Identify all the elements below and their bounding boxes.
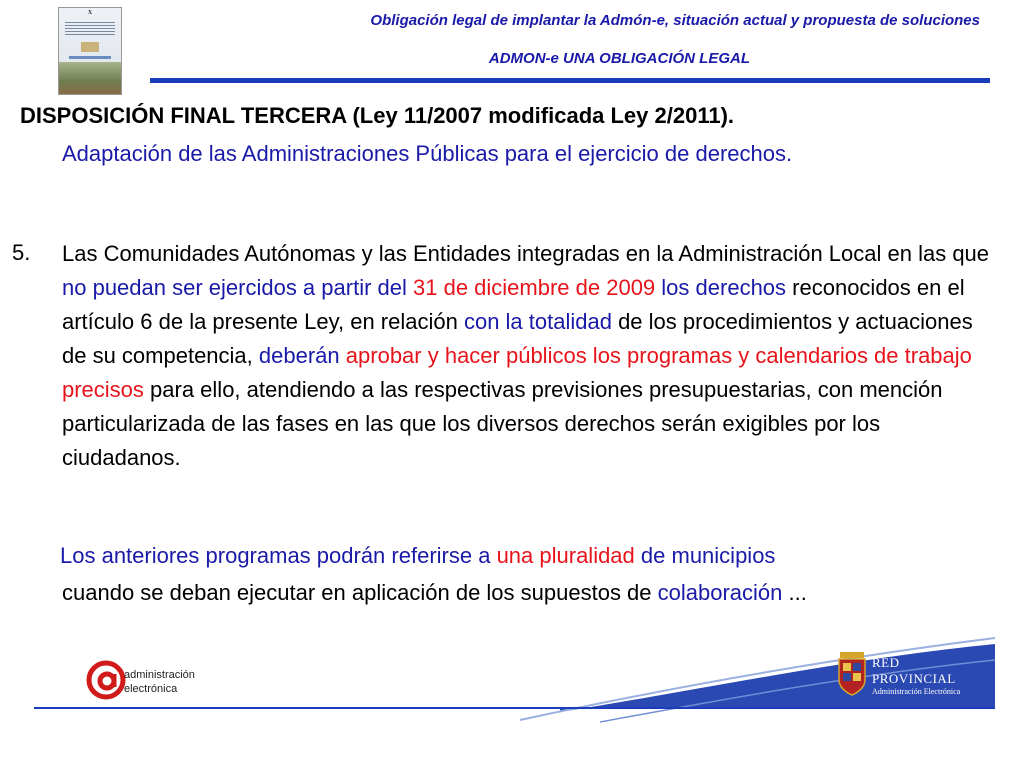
text-segment: de los procedimientos y actuaciones de su competencia, bbox=[62, 309, 973, 368]
continuation-line-1 bbox=[60, 543, 775, 569]
item-paragraph bbox=[62, 237, 992, 475]
text-segment: reconocidos en el artículo 6 de la presente Ley, en relación bbox=[62, 275, 965, 334]
text-segment: colaboración bbox=[657, 580, 783, 605]
text-segment: para ello, atendiendo a las respectivas previsiones presupuestarias, con mención particularizada de las fases en las que los diversos derechos serán exigibles por los ciudadanos. bbox=[62, 377, 943, 470]
provincial-crest-icon bbox=[837, 650, 867, 696]
logo-line-1: administración bbox=[124, 669, 195, 681]
header-divider bbox=[150, 78, 990, 83]
text-segment: no puedan ser ejercidos a partir del bbox=[62, 275, 413, 300]
text-segment: aprobar y hacer públicos los programas y calendarios de trabajo precisos bbox=[62, 343, 972, 402]
text-segment: ... bbox=[782, 580, 807, 605]
administracion-electronica-logo bbox=[86, 660, 216, 706]
text-segment: con la totalidad bbox=[463, 309, 612, 334]
text-segment: de municipios bbox=[634, 543, 776, 568]
continuation-line-2 bbox=[62, 576, 962, 609]
cover-thumbnail bbox=[58, 7, 122, 95]
section-heading: DISPOSICIÓN FINAL TERCERA (Ley 11/2007 modificada Ley 2/2011). bbox=[20, 103, 735, 128]
red-provincial-line-2: PROVINCIAL bbox=[872, 671, 956, 686]
logo-line-2: electrónica bbox=[124, 683, 178, 695]
header-subtitle: ADMON-e UNA OBLIGACIÓN LEGAL bbox=[488, 50, 750, 67]
at-sign-icon bbox=[86, 660, 126, 700]
red-provincial-line-3: Administración Electrónica bbox=[872, 687, 961, 696]
red-provincial-line-1: RED bbox=[872, 655, 900, 670]
item-number: 5. bbox=[12, 240, 31, 265]
text-segment: una pluralidad bbox=[496, 543, 635, 568]
text-segment: Las Comunidades Autónomas y las Entidades integradas en la Administración Local en las que bbox=[62, 241, 990, 266]
text-segment: deberán bbox=[258, 343, 340, 368]
header-title: Obligación legal de implantar la Admón-e, situación actual y propuesta de soluciones bbox=[370, 12, 980, 29]
text-segment: los derechos bbox=[661, 275, 787, 300]
text-segment: 31 de diciembre de 2009 bbox=[413, 275, 656, 300]
section-subheading: Adaptación de las Administraciones Públicas para el ejercicio de derechos. bbox=[62, 141, 793, 166]
text-segment: cuando se deban ejecutar en aplicación de los supuestos de bbox=[62, 580, 658, 605]
text-segment: Los anteriores programas podrán referirse a bbox=[60, 543, 497, 568]
cover-thumbnail-title: X bbox=[87, 10, 93, 16]
